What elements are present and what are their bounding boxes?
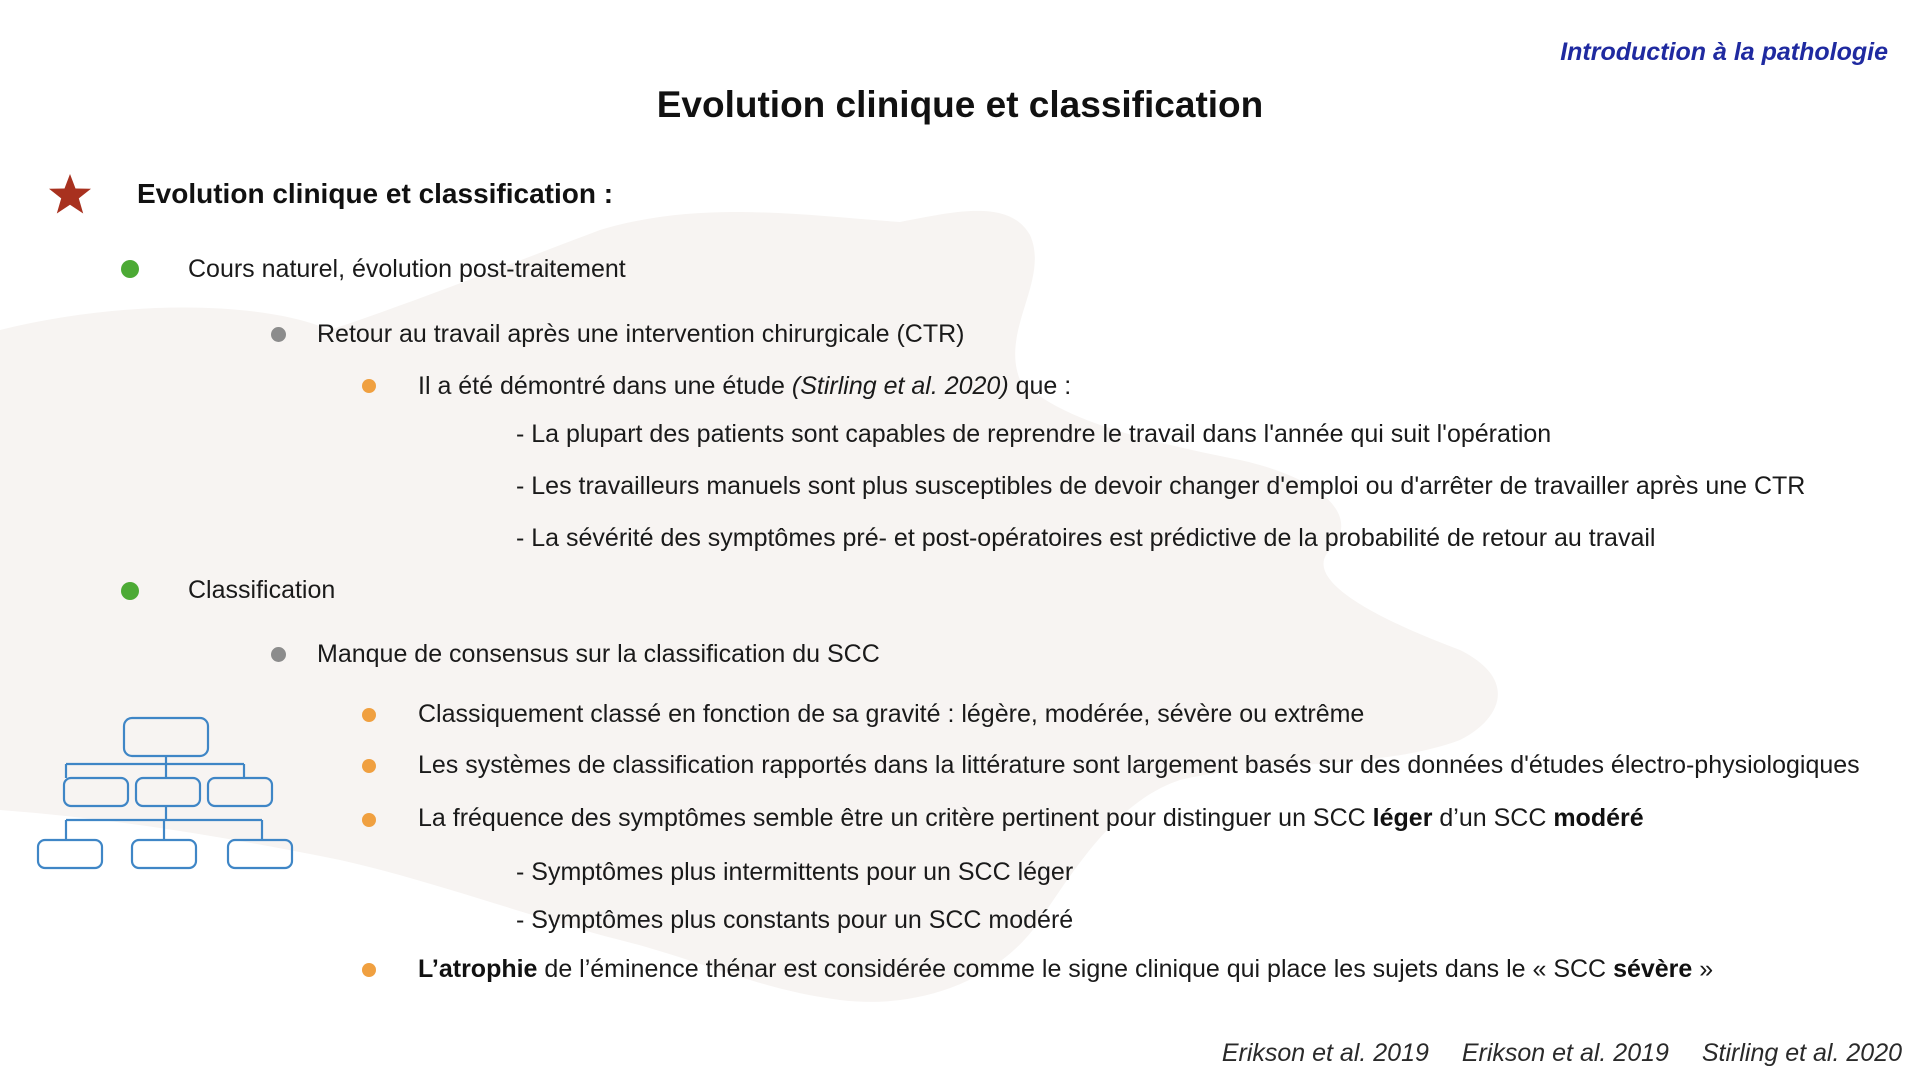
study-finding: - La plupart des patients sont capables de reprendre le travail dans l'année qui suit l'opération — [516, 420, 1552, 448]
frequency-bold-mild: léger — [1372, 804, 1433, 832]
frequency-prefix: La fréquence des symptômes semble être un critère pertinent pour distinguer un SCC — [418, 804, 1373, 832]
bullet-icon — [362, 759, 376, 773]
list-item-classification: Classification — [188, 576, 336, 604]
study-prefix: Il a été démontré dans une étude — [418, 372, 792, 400]
list-item-consensus: Manque de consensus sur la classification du SCC — [317, 640, 880, 668]
classification-item-atrophy — [418, 955, 1713, 984]
frequency-bold-moderate: modéré — [1553, 804, 1644, 832]
bullet-icon — [121, 260, 139, 278]
bullet-icon — [271, 327, 286, 342]
reference-citation: Erikson et al. 2019 — [1461, 1039, 1669, 1067]
bullet-icon — [362, 379, 376, 393]
atrophy-middle: de l’éminence thénar est considérée comme le signe clinique qui place les sujets dans le « SCC — [537, 955, 1614, 983]
frequency-middle: d’un SCC — [1432, 804, 1554, 832]
section-title: Evolution clinique et classification : — [137, 178, 614, 209]
frequency-subitem: - Symptômes plus intermittents pour un SCC léger — [516, 858, 1074, 886]
study-suffix: que : — [1008, 372, 1072, 400]
bullet-icon — [362, 813, 376, 827]
atrophy-bold: L’atrophie — [418, 955, 538, 983]
page-title: Evolution clinique et classification — [656, 84, 1264, 125]
study-citation: (Stirling et al. 2020) — [791, 372, 1009, 400]
reference-citation: Erikson et al. 2019 — [1221, 1039, 1429, 1067]
classification-item-frequency — [418, 804, 1644, 833]
study-finding: - La sévérité des symptômes pré- et post-opératoires est prédictive de la probabilité de retour au travail — [516, 524, 1656, 552]
section-header-label: Introduction à la pathologie — [1560, 38, 1888, 66]
bullet-icon — [362, 963, 376, 977]
list-item-study — [418, 372, 1071, 401]
bullet-icon — [362, 708, 376, 722]
bullet-icon — [271, 647, 286, 662]
classification-item-gravity: Classiquement classé en fonction de sa gravité : légère, modérée, sévère ou extrême — [418, 700, 1365, 728]
references — [1196, 1039, 1902, 1068]
star-icon — [48, 172, 92, 216]
atrophy-suffix: » — [1692, 955, 1714, 983]
atrophy-bold-severe: sévère — [1613, 955, 1693, 983]
frequency-subitem: - Symptômes plus constants pour un SCC modéré — [516, 906, 1074, 934]
bullet-icon — [121, 582, 139, 600]
list-item-course: Cours naturel, évolution post-traitement — [188, 255, 626, 283]
reference-citation: Stirling et al. 2020 — [1701, 1039, 1902, 1067]
classification-item-systems: Les systèmes de classification rapportés dans la littérature sont largement basés sur des données d'études électro-physiologiques — [418, 751, 1860, 779]
study-finding: - Les travailleurs manuels sont plus susceptibles de devoir changer d'emploi ou d'arrêter de travailler après une CTR — [516, 472, 1806, 500]
hierarchy-diagram-icon — [36, 716, 296, 876]
list-item-return-to-work: Retour au travail après une intervention chirurgicale (CTR) — [317, 320, 965, 348]
